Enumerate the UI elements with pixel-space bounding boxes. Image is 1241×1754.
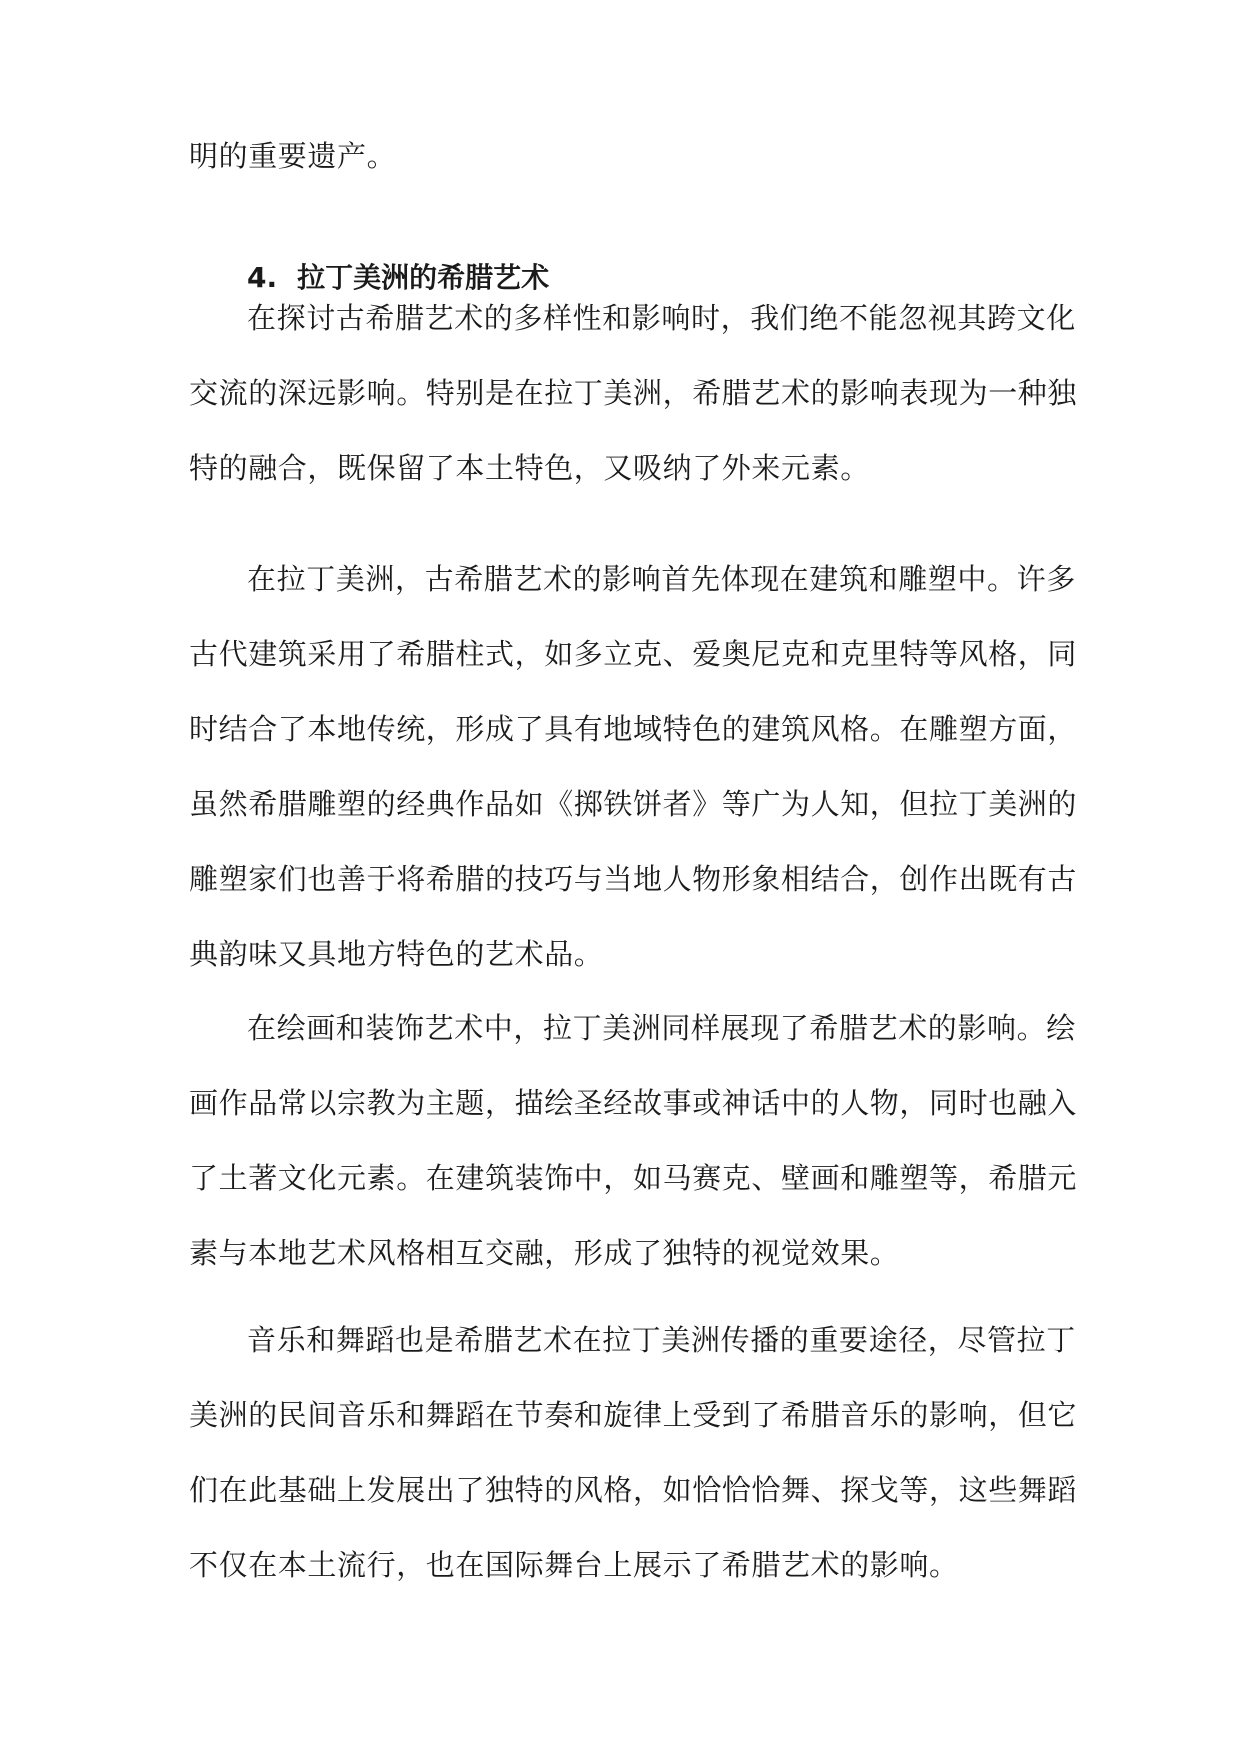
- paragraph-1-line-1: 在探讨古希腊艺术的多样性和影响时，我们绝不能忽视其跨文化: [247, 301, 1076, 335]
- paragraph-3-line-1: 在绘画和装饰艺术中，拉丁美洲同样展现了希腊艺术的影响。绘: [247, 1011, 1076, 1045]
- section-number: 4.: [247, 261, 278, 294]
- paragraph-2-line-3: 时结合了本地传统，形成了具有地域特色的建筑风格。在雕塑方面，: [189, 712, 1078, 746]
- section-title: 拉丁美洲的希腊艺术: [297, 261, 550, 294]
- paragraph-4-line-3: 们在此基础上发展出了独特的风格，如恰恰恰舞、探戈等，这些舞蹈: [189, 1473, 1078, 1507]
- paragraph-2-line-5: 雕塑家们也善于将希腊的技巧与当地人物形象相结合，创作出既有古: [189, 862, 1078, 896]
- paragraph-4-line-1: 音乐和舞蹈也是希腊艺术在拉丁美洲传播的重要途径，尽管拉丁: [247, 1323, 1076, 1357]
- paragraph-4-line-2: 美洲的民间音乐和舞蹈在节奏和旋律上受到了希腊音乐的影响，但它: [189, 1398, 1078, 1432]
- paragraph-2-line-4: 虽然希腊雕塑的经典作品如《掷铁饼者》等广为人知，但拉丁美洲的: [189, 787, 1078, 821]
- paragraph-3-line-2: 画作品常以宗教为主题，描绘圣经故事或神话中的人物，同时也融入: [189, 1086, 1078, 1120]
- section-heading: [247, 258, 549, 298]
- paragraph-3-line-3: 了土著文化元素。在建筑装饰中，如马赛克、壁画和雕塑等，希腊元: [189, 1161, 1078, 1195]
- paragraph-3-line-4: 素与本地艺术风格相互交融，形成了独特的视觉效果。: [189, 1236, 900, 1270]
- paragraph-1-line-3: 特的融合，既保留了本土特色，又吸纳了外来元素。: [189, 451, 870, 485]
- paragraph-2-line-2: 古代建筑采用了希腊柱式，如多立克、爱奥尼克和克里特等风格，同: [189, 637, 1078, 671]
- paragraph-4-line-4: 不仅在本土流行，也在国际舞台上展示了希腊艺术的影响。: [189, 1548, 959, 1582]
- paragraph-2-line-1: 在拉丁美洲，古希腊艺术的影响首先体现在建筑和雕塑中。许多: [247, 562, 1076, 596]
- continued-text-line: 明的重要遗产。: [189, 139, 397, 173]
- paragraph-2-line-6: 典韵味又具地方特色的艺术品。: [189, 937, 604, 971]
- paragraph-1-line-2: 交流的深远影响。特别是在拉丁美洲，希腊艺术的影响表现为一种独: [189, 376, 1078, 410]
